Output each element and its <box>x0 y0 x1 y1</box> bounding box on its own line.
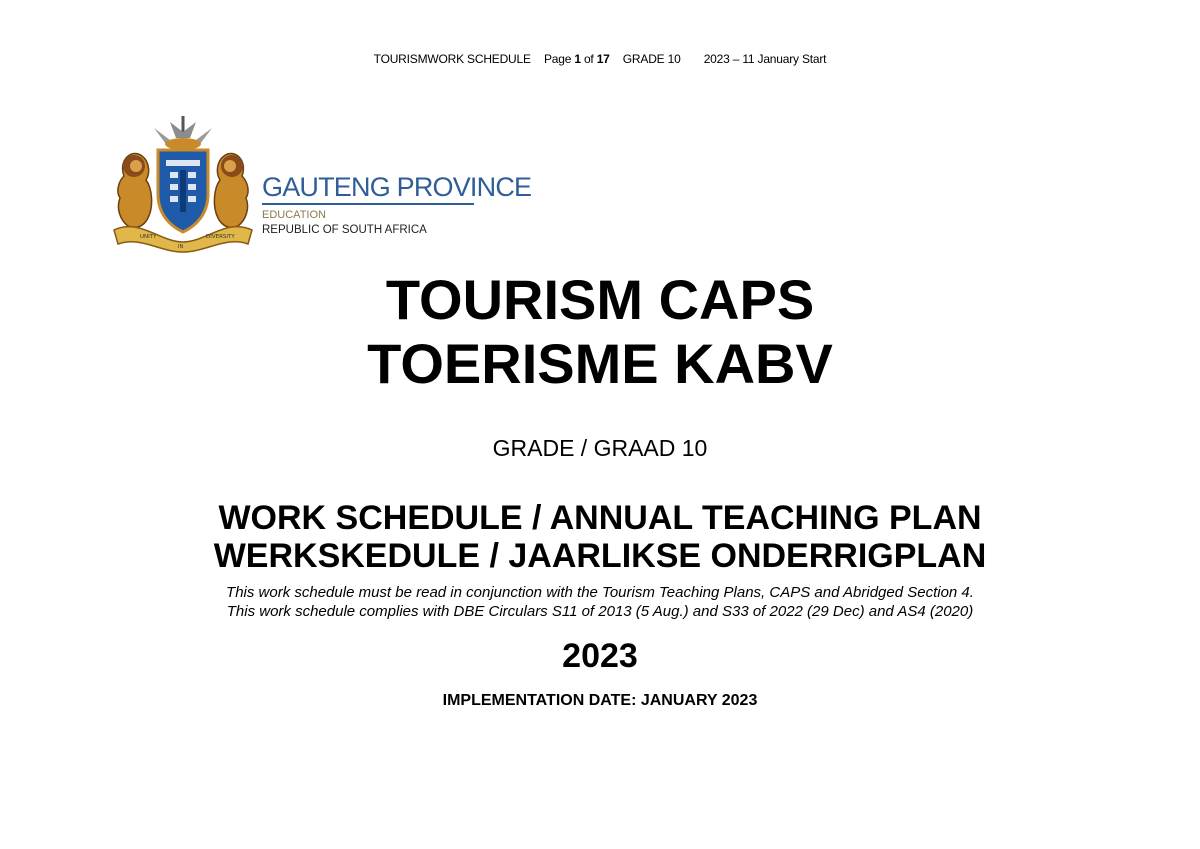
svg-text:DIVERSITY: DIVERSITY <box>206 234 235 240</box>
year-label: 2023 <box>562 637 638 675</box>
implementation-date: IMPLEMENTATION DATE: JANUARY 2023 <box>442 692 758 709</box>
coat-of-arms-icon <box>110 114 256 254</box>
main-title-afrikaans: TOERISME KABV <box>367 332 833 395</box>
note-compliance: This work schedule complies with DBE Circulars S11 of 2013 (5 Aug.) and S33 of 2022 (29 Dec) and AS4 (2020) <box>226 603 974 620</box>
page-current: 1 <box>574 52 581 66</box>
main-title-english: TOURISM CAPS <box>385 268 815 331</box>
subtitle-afrikaans: WERKSKEDULE / JAARLIKSE ONDERRIGPLAN <box>213 537 987 575</box>
svg-text:UNITY: UNITY <box>140 234 157 240</box>
logo-divider <box>262 203 474 205</box>
note-conjunction: This work schedule must be read in conjunction with the Tourism Teaching Plans, CAPS and Abridged Section 4. <box>226 584 974 601</box>
page-word: Page <box>543 52 572 66</box>
country-name: REPUBLIC OF SOUTH AFRICA <box>262 224 427 236</box>
header-label: TOURISMWORK SCHEDULE <box>373 52 531 66</box>
subtitle-english: WORK SCHEDULE / ANNUAL TEACHING PLAN <box>218 499 982 537</box>
province-name: GAUTENG PROVINCE <box>262 172 532 202</box>
grade-label: GRADE / GRAAD 10 <box>492 435 708 461</box>
logo-text <box>262 172 531 238</box>
page-header <box>0 52 1200 66</box>
page-total: 17 <box>596 52 610 66</box>
header-grade: GRADE 10 <box>622 52 681 66</box>
gauteng-logo <box>110 114 532 254</box>
page-of: of <box>583 52 594 66</box>
department-name: EDUCATION <box>262 209 326 221</box>
header-year-start: 2023 – 11 January Start <box>703 52 827 66</box>
svg-text:IN: IN <box>178 244 184 250</box>
